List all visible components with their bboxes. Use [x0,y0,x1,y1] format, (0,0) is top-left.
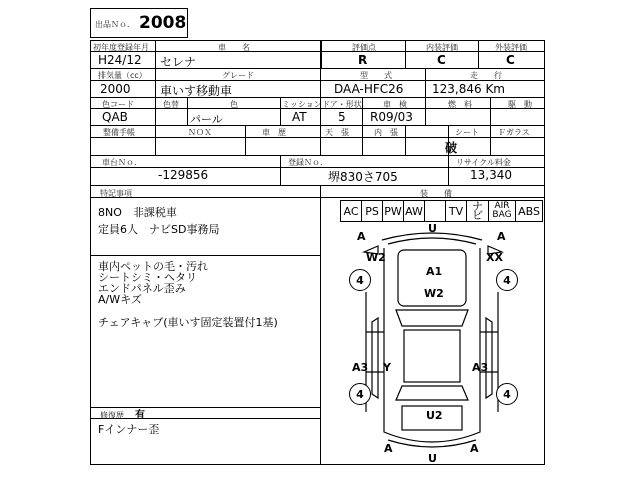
lot-box [90,8,188,38]
divider [90,407,320,408]
color-label: 色 [230,100,238,109]
exterior-grade-value: C [506,53,515,67]
tire-rear-right: 4 [496,383,518,405]
car-name-label: 車 名 [218,43,250,52]
grade-label: グレード [222,71,254,80]
note-line: A/Wキズ [98,293,142,306]
color-code-label: 色コード [102,100,134,109]
equipment-blank [424,200,446,222]
damage-code: A [357,230,366,243]
fuel-label: 燃 料 [448,100,472,109]
damage-code: W2 [366,251,386,264]
equipment-label: 装 備 [420,189,452,198]
interior-grade-value: C [437,53,446,67]
divider [490,97,491,125]
chassis-number-label: 車台Ｎｏ． [102,158,142,167]
seat-label: シート [455,128,479,137]
divider [245,125,246,155]
color-value: パール [190,113,223,126]
equipment-tv: TV [445,200,467,222]
score-value: R [358,53,368,67]
note-line: シートシミ・ヘタリ [98,271,197,284]
divider [90,68,545,69]
equipment-aw: AW [403,200,425,222]
equipment-navi: ナビ [466,200,489,222]
equipment-pw: PW [382,200,404,222]
divider [425,97,426,125]
equipment-abs: ABS [515,200,543,222]
divider [187,97,188,125]
note-line: エンドパネル歪み [98,282,186,295]
note-line: 車内ペットの毛・汚れ [98,260,208,273]
damage-code: A [384,442,393,455]
damage-code: Y [383,361,391,374]
first-registration-value: H24/12 [98,53,142,67]
divider [155,125,156,155]
equipment-ps: PS [361,200,383,222]
divider [155,97,156,125]
plate-number-value: 堺830さ705 [328,170,398,184]
repair-history-label: 修復歴 [100,411,124,420]
displacement-value: 2000 [100,82,131,96]
recycle-fee-label: リサイクル料金 [456,158,511,167]
car-name-value: セレナ [160,55,197,69]
damage-code: A3 [352,361,369,374]
divider [90,197,545,198]
damage-code: U [428,452,437,465]
plate-number-label: 登録Ｎｏ． [288,158,328,167]
inspection-value: R09/03 [370,110,413,124]
repair-history-value: 有 [135,410,145,421]
divider [478,40,479,68]
tire-front-left: 4 [349,269,371,291]
divider [90,418,320,419]
divider [425,68,426,97]
displacement-label: 排気量（cc） [98,71,147,80]
damage-code: U2 [426,409,443,422]
nox-label: ＮＯＸ [188,128,212,137]
divider [320,125,321,155]
divider [90,255,320,256]
tire-rear-left: 4 [349,383,371,405]
transmission-value: AT [292,110,307,124]
mileage-value: 123,846 Km [432,82,505,96]
lot-number: 2008 [139,13,187,33]
equipment-airbag: AIR BAG [488,200,516,222]
mileage-label: 走 行 [470,71,502,80]
exterior-grade-label: 外装評価 [495,43,527,52]
seat-value: 破 [445,141,458,155]
damage-code: A1 [426,265,443,278]
note-line: チェアキャブ(車いす固定装置付1基) [98,316,278,329]
divider [320,40,322,68]
damage-code: A3 [472,361,489,374]
doors-value: 5 [338,110,346,124]
transmission-label: ミッション [282,100,322,109]
service-book-label: 整備手帳 [103,128,135,137]
divider [320,185,321,465]
recycle-fee-value: 13,340 [470,168,512,182]
inner-trim-label: 内 張 [374,128,398,137]
interior-grade-label: 内装評価 [426,43,458,52]
divider [362,125,363,155]
divider [362,97,363,125]
divider [448,155,449,185]
headliner-label: 天 張 [325,128,349,137]
drive-label: 駆 動 [508,100,532,109]
damage-code: XX [486,251,503,264]
front-glass-label: Ｆガラス [498,128,530,137]
divider [90,155,545,156]
doors-label: ドア・形状 [322,100,362,109]
divider [280,155,281,185]
divider [155,40,156,68]
damage-code: W2 [424,287,444,300]
damage-code: A [470,442,479,455]
lot-label: 出品Ｎｏ． [95,20,135,29]
model-code-value: DAA-HFC26 [334,82,404,96]
divider [405,40,406,68]
history-label: 車 歴 [262,128,286,137]
divider [320,68,321,97]
first-registration-label: 初年度登録年月 [93,43,149,52]
damage-code: U [428,222,437,235]
grade-value: 車いす移動車 [160,84,233,98]
chassis-number-value: -129856 [158,168,209,182]
divider [490,125,491,155]
divider [90,125,545,126]
divider [90,97,545,98]
notes-label: 特記事項 [100,189,132,198]
score-label: 評価点 [352,43,376,52]
tone-label: 色替 [163,100,179,109]
repair-detail: Fインナー歪 [98,423,160,436]
equipment-ac: AC [340,200,362,222]
divider [405,125,406,155]
divider [155,68,156,97]
tire-front-right: 4 [496,269,518,291]
model-code-label: 型 式 [360,71,392,80]
car-condition-diagram [322,222,544,464]
divider [280,97,281,125]
inspection-label: 車 検 [383,100,407,109]
divider [90,51,545,52]
divider [90,185,545,186]
damage-code: A [497,230,506,243]
note-line: 8NO 非課税車 [98,206,177,219]
note-line: 定員6人 ナビSD事務局 [98,223,220,236]
color-code-value: QAB [102,110,128,124]
